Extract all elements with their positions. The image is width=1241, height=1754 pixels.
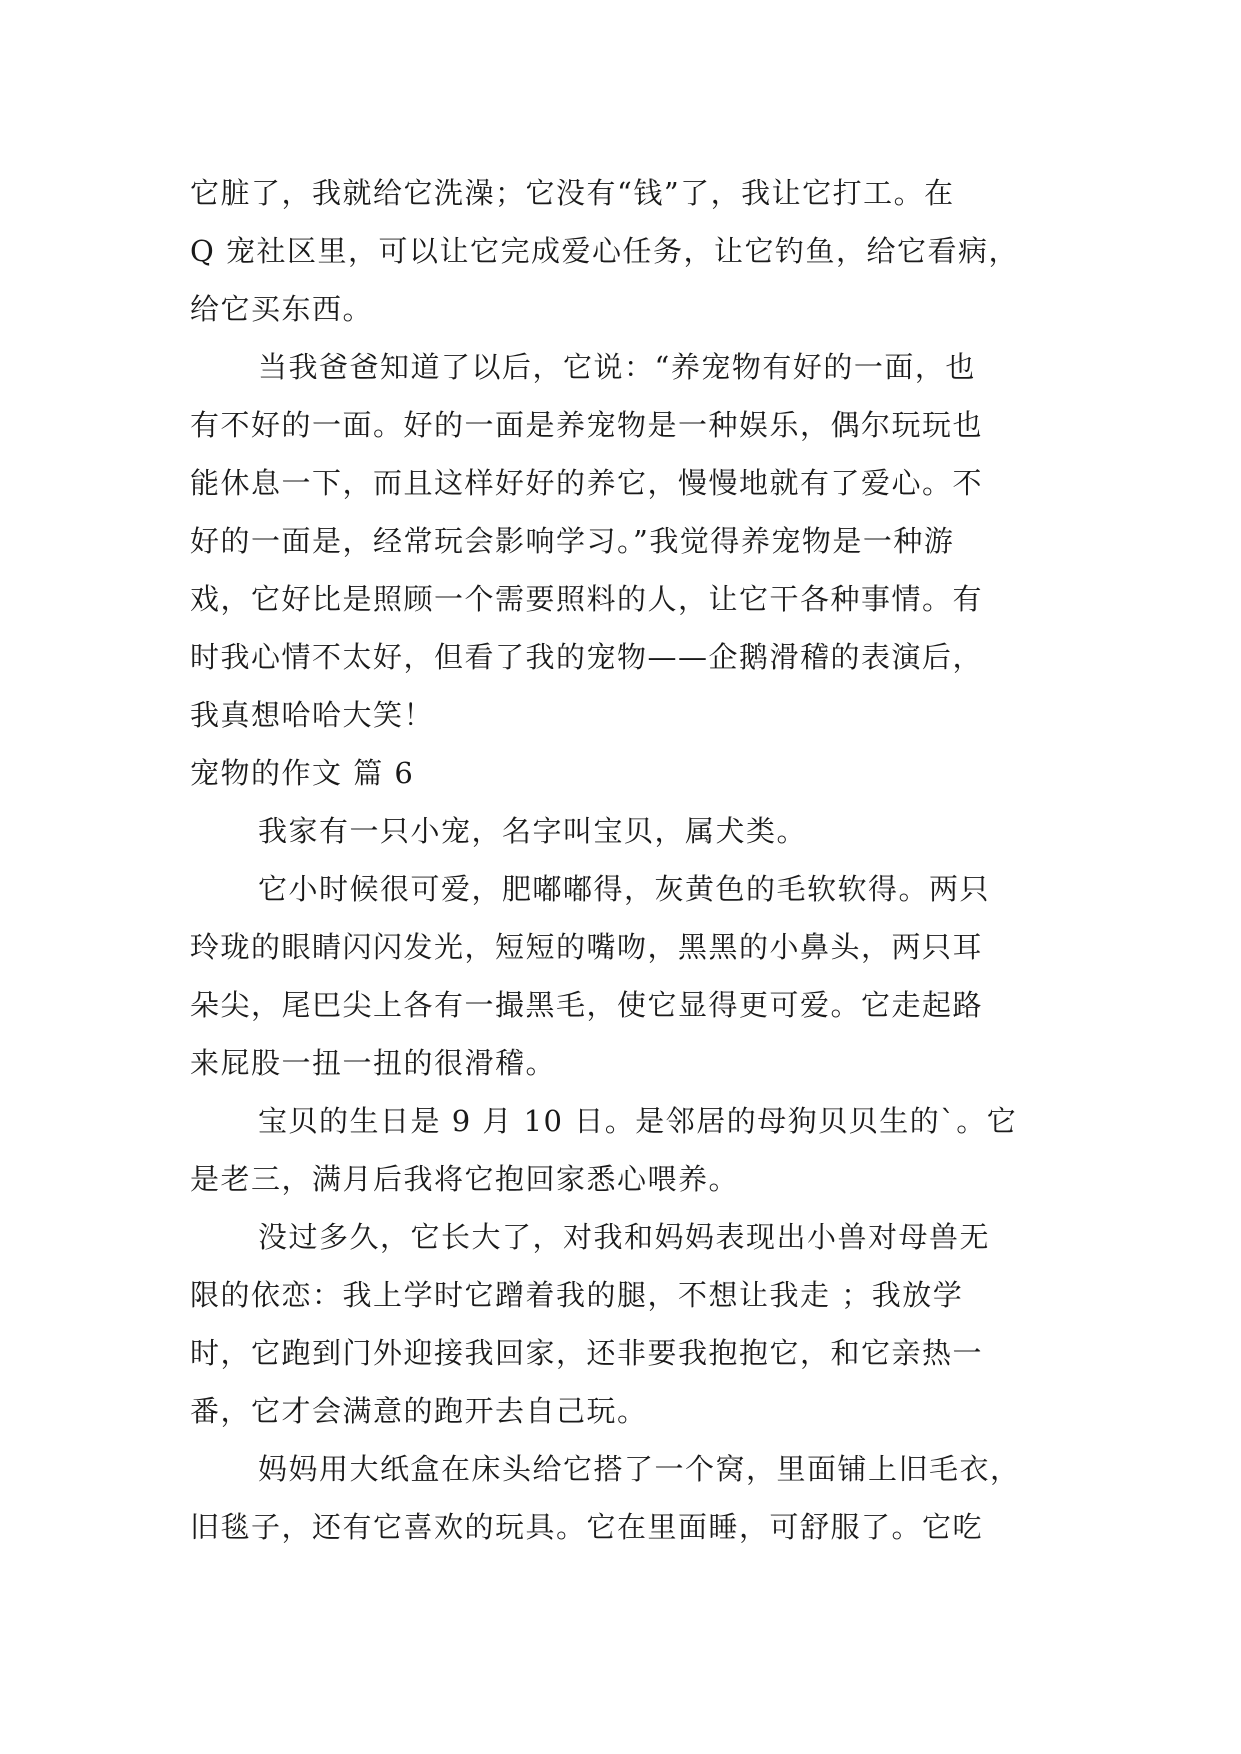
- paragraph-line: 时，它跑到门外迎接我回家，还非要我抱抱它，和它亲热一: [190, 1336, 984, 1370]
- paragraph-line: 限的依恋：我上学时它蹭着我的腿，不想让我走 ；我放学: [190, 1278, 964, 1312]
- paragraph-line: 妈妈用大纸盒在床头给它搭了一个窝，里面铺上旧毛衣，: [258, 1452, 1021, 1486]
- paragraph-line: 给它买东西。: [190, 292, 374, 326]
- paragraph-line: 我真想哈哈大笑！: [190, 698, 435, 732]
- paragraph-line: 朵尖，尾巴尖上各有一撮黑毛，使它显得更可爱。它走起路: [190, 988, 984, 1022]
- essay-body: [190, 164, 1070, 1556]
- paragraph-line: 它小时候很可爱，肥嘟嘟得，灰黄色的毛软软得。两只: [258, 872, 991, 906]
- paragraph-line: 它脏了，我就给它洗澡；它没有“钱”了，我让它打工。在: [190, 176, 955, 210]
- paragraph-line: 时我心情不太好，但看了我的宠物——企鹅滑稽的表演后，: [190, 640, 984, 674]
- paragraph-line: 戏，它好比是照顾一个需要照料的人，让它干各种事情。有: [190, 582, 984, 616]
- paragraph-line: 宝贝的生日是 9 月 10 日。是邻居的母狗贝贝生的`。它: [258, 1104, 1018, 1138]
- paragraph-line: 没过多久，它长大了，对我和妈妈表现出小兽对母兽无: [258, 1220, 991, 1254]
- paragraph-line: 好的一面是，经常玩会影响学习。”我觉得养宠物是一种游: [190, 524, 955, 558]
- paragraph-line: 当我爸爸知道了以后，它说：“养宠物有好的一面，也: [258, 350, 976, 384]
- section-heading: 宠物的作文 篇 6: [190, 756, 415, 790]
- paragraph-line: 我家有一只小宠，名字叫宝贝，属犬类。: [258, 814, 808, 848]
- paragraph-line: Q 宠社区里，可以让它完成爱心任务，让它钓鱼，给它看病，: [190, 234, 1019, 268]
- paragraph-line: 有不好的一面。好的一面是养宠物是一种娱乐，偶尔玩玩也: [190, 408, 984, 442]
- paragraph-line: 来屁股一扭一扭的很滑稽。: [190, 1046, 557, 1080]
- paragraph-line: 能休息一下，而且这样好好的养它，慢慢地就有了爱心。不: [190, 466, 984, 500]
- paragraph-line: 旧毯子，还有它喜欢的玩具。它在里面睡，可舒服了。它吃: [190, 1510, 984, 1544]
- paragraph-line: 番，它才会满意的跑开去自己玩。: [190, 1394, 648, 1428]
- paragraph-line: 是老三，满月后我将它抱回家悉心喂养。: [190, 1162, 740, 1196]
- paragraph-line: 玲珑的眼睛闪闪发光，短短的嘴吻，黑黑的小鼻头，两只耳: [190, 930, 984, 964]
